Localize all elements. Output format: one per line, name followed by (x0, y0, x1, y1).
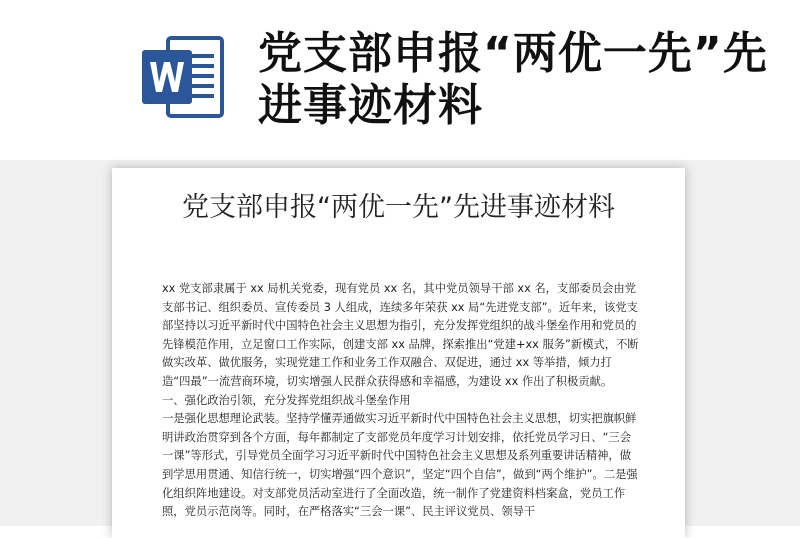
document-page (112, 168, 685, 538)
document-title-heading: 党支部申报“两优一先”先进事迹材料 (258, 28, 768, 131)
page-title: 党支部申报“两优一先”先进事迹材料 (182, 192, 615, 223)
paragraph-heading-1: 一、强化政治引领，充分发挥党组织战斗堡垒作用 (162, 393, 411, 407)
word-document-icon (138, 32, 228, 122)
paragraph-intro: xx 党支部隶属于 xx 局机关党委，现有党员 xx 名，其中党员领导干部 xx 名，支部委员会由党支部书记、组织委员、宣传委员 3 人组成，连续多年荣获 xx 局“先进党支部”。近年来，该党支部坚持以习近平新时代中国特色社会主义思想为指引，充分发挥党组织的战斗堡垒作用和党员的先锋模范作用，立足窗口工作实际，创建支部 xx 品牌，探索推出“党建+xx 服务”新模式，不断做实改革、做优服务，实现党建工作和业务工作双融合、双促进，通过 xx 等举措，倾力打造“四最”一流营商环境，切实增强人民群众获得感和幸福感，为建设 xx 作出了积极贡献。 (162, 282, 639, 388)
header (0, 0, 800, 160)
paragraph-point-1: 一是强化思想理论武装。坚持学懂弄通做实习近平新时代中国特色社会主义思想，切实把旗帜鲜明讲政治贯穿到各个方面，每年都制定了支部党员年度学习计划安排，依托党员学习日、“三会一课”等形式，引导党员全面学习习近平新时代中国特色社会主义思想及系列重要讲话精神，做到学思用贯通、知信行统一，切实增强“四个意识”，坚定“四个自信”，做到“两个维护”。二是强化组织阵地建设。对支部党员活动室进行了全面改造，统一制作了党建资料档案盒，党员工作照，党员示范岗等。同时，在严格落实“三会一课”、民主评议党员、领导干 (162, 412, 638, 519)
document-body (162, 280, 640, 522)
